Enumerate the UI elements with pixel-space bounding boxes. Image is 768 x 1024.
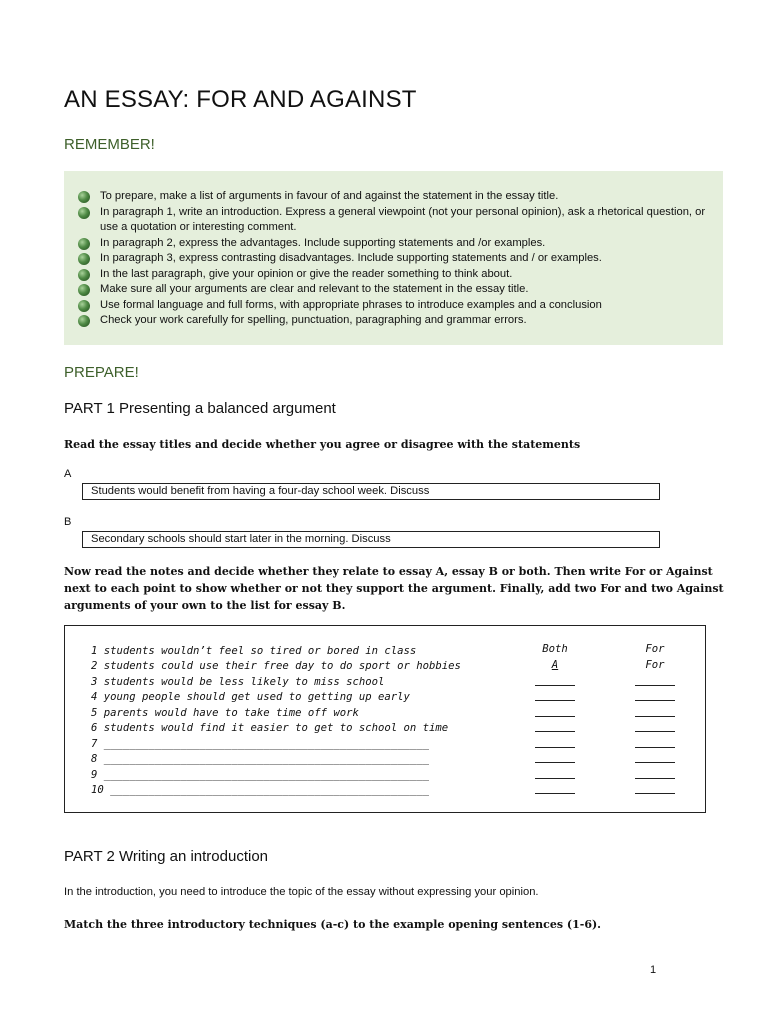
- bullet-icon: [78, 207, 90, 219]
- page-number: 1: [650, 964, 657, 976]
- bullet-icon: [78, 253, 90, 265]
- remember-heading: REMEMBER!: [64, 136, 155, 153]
- answer-blank[interactable]: [533, 752, 577, 763]
- part2-text: In the introduction, you need to introduce the topic of the essay without expressing your opinion.: [64, 886, 539, 898]
- part2-label: PART 2: [64, 848, 115, 865]
- part2-heading: [64, 848, 268, 865]
- page-title: AN ESSAY: FOR AND AGAINST: [64, 86, 417, 113]
- bullet-icon: [78, 269, 90, 281]
- note-row: 6 students would find it easier to get to school on time: [91, 722, 449, 734]
- answer-blank[interactable]: [633, 706, 677, 717]
- part1-title: Presenting a balanced argument: [119, 400, 336, 417]
- essay-a-letter: A: [64, 468, 72, 480]
- list-item: To prepare, make a list of arguments in favour of and against the statement in the essay title.: [78, 189, 708, 205]
- part2-instruction: Match the three introductory techniques (a-c) to the example opening sentences (1-6).: [64, 918, 602, 931]
- essay-column-answer: Both: [542, 643, 568, 655]
- note-row: 3 students would be less likely to miss school: [91, 676, 385, 688]
- for-column-answer: For: [645, 659, 665, 671]
- answer-blank[interactable]: [533, 675, 577, 686]
- note-row: 10 __________________________________________________: [91, 784, 430, 796]
- answer-blank[interactable]: [633, 675, 677, 686]
- list-item: In paragraph 3, express contrasting disadvantages. Include supporting statements and / or examples.: [78, 251, 708, 267]
- bullet-icon: [78, 238, 90, 250]
- note-row: 5 parents would have to take time off work: [91, 707, 359, 719]
- answer-blank[interactable]: [633, 721, 677, 732]
- for-column-answer: For: [645, 643, 665, 655]
- prepare-heading: PREPARE!: [64, 364, 139, 381]
- note-row: 8 ___________________________________________________: [91, 753, 430, 765]
- answer-blank[interactable]: [533, 768, 577, 779]
- essay-b-box: Secondary schools should start later in the morning. Discuss: [82, 531, 660, 548]
- bullet-icon: [78, 315, 90, 327]
- note-row: 1 students wouldn’t feel so tired or bored in class: [91, 645, 417, 657]
- answer-blank[interactable]: [633, 737, 677, 748]
- note-row: 2 students could use their free day to do sport or hobbies: [91, 660, 461, 672]
- answer-blank[interactable]: [533, 783, 577, 794]
- bullet-icon: [78, 284, 90, 296]
- part2-title: Writing an introduction: [119, 848, 268, 865]
- remember-list: [78, 189, 708, 329]
- note-row: 7 ___________________________________________________: [91, 738, 430, 750]
- answer-blank[interactable]: [533, 706, 577, 717]
- part1-label: PART 1: [64, 400, 115, 417]
- note-row: 9 ___________________________________________________: [91, 769, 430, 781]
- answer-blank[interactable]: [533, 737, 577, 748]
- bullet-icon: [78, 300, 90, 312]
- remember-box: [64, 171, 723, 345]
- answer-blank[interactable]: [533, 690, 577, 701]
- answer-blank[interactable]: [633, 752, 677, 763]
- answer-blank[interactable]: [633, 783, 677, 794]
- bullet-icon: [78, 191, 90, 203]
- note-row: 4 young people should get used to getting up early: [91, 691, 410, 703]
- part1-heading: [64, 400, 336, 417]
- list-item: In paragraph 2, express the advantages. Include supporting statements and /or examples.: [78, 236, 708, 252]
- list-item: Make sure all your arguments are clear and relevant to the statement in the essay title.: [78, 282, 708, 298]
- list-item: In paragraph 1, write an introduction. Express a general viewpoint (not your personal opinion), ask a rhetorical question, or use a quotation or interesting comment.: [78, 205, 708, 236]
- essay-a-box: Students would benefit from having a four-day school week. Discuss: [82, 483, 660, 500]
- answer-blank[interactable]: [633, 768, 677, 779]
- list-item: In the last paragraph, give your opinion or give the reader something to think about.: [78, 267, 708, 283]
- essay-column-answer: A: [551, 659, 559, 671]
- notes-instruction: Now read the notes and decide whether they relate to essay A, essay B or both. Then write For or Against next to each point to show whether or not they support the argument. Finally, add two For and two Against arguments of your own to the list for essay B.: [64, 565, 724, 612]
- answer-blank[interactable]: [533, 721, 577, 732]
- list-item: Use formal language and full forms, with appropriate phrases to introduce examples and a conclusion: [78, 298, 708, 314]
- notes-box: [64, 625, 706, 813]
- essay-b-letter: B: [64, 516, 72, 528]
- answer-blank[interactable]: [633, 690, 677, 701]
- list-item: Check your work carefully for spelling, punctuation, paragraphing and grammar errors.: [78, 313, 708, 329]
- part1-instruction: Read the essay titles and decide whether you agree or disagree with the statements: [64, 438, 581, 451]
